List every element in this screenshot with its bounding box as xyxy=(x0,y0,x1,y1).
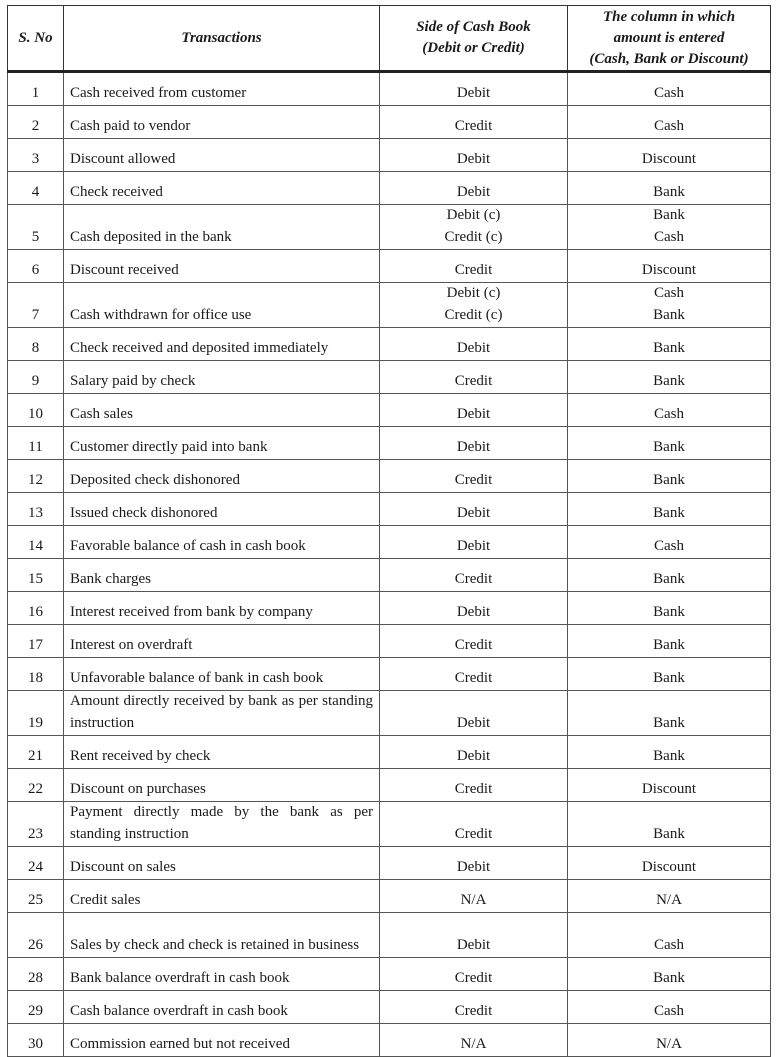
cell-transaction: Discount allowed xyxy=(64,139,380,172)
table-row xyxy=(8,769,771,802)
cell-transaction: Cash paid to vendor xyxy=(64,106,380,139)
header-column-line: (Cash, Bank or Discount) xyxy=(589,50,749,67)
column-value: Cash xyxy=(654,285,684,301)
cell-transaction: Interest on overdraft xyxy=(64,625,380,658)
cell-column xyxy=(568,736,771,769)
table-row xyxy=(8,427,771,460)
cell-sno: 2 xyxy=(8,106,64,139)
cell-transaction: Interest received from bank by company xyxy=(64,592,380,625)
column-value: Bank xyxy=(653,306,685,323)
side-value: N/A xyxy=(460,891,487,908)
table-row xyxy=(8,991,771,1024)
cell-sno: 7 xyxy=(8,283,64,328)
cell-transaction: Favorable balance of cash in cash book xyxy=(64,526,380,559)
side-value: Debit xyxy=(456,405,491,422)
cell-transaction: Discount on purchases xyxy=(64,769,380,802)
cell-column xyxy=(568,460,771,493)
cell-transaction: Payment directly made by the bank as per standing instruction xyxy=(64,802,380,847)
table-header xyxy=(8,6,771,72)
cell-transaction: Cash balance overdraft in cash book xyxy=(64,991,380,1024)
table-row xyxy=(8,847,771,880)
cell-side xyxy=(380,172,568,205)
table-row xyxy=(8,172,771,205)
cell-side xyxy=(380,958,568,991)
side-value: Debit xyxy=(456,438,491,455)
cell-side xyxy=(380,328,568,361)
side-value: Debit xyxy=(456,537,491,554)
column-value: Bank xyxy=(653,747,685,764)
cell-transaction: Issued check dishonored xyxy=(64,493,380,526)
cell-sno: 11 xyxy=(8,427,64,460)
side-value: Debit (c) xyxy=(446,285,501,301)
table-row xyxy=(8,736,771,769)
cell-side xyxy=(380,913,568,958)
cell-transaction: Rent received by check xyxy=(64,736,380,769)
cell-column xyxy=(568,139,771,172)
cell-sno: 12 xyxy=(8,460,64,493)
column-value: Bank xyxy=(653,207,685,223)
cell-sno: 9 xyxy=(8,361,64,394)
table-row xyxy=(8,691,771,736)
side-value: Credit xyxy=(454,570,493,587)
side-value: Debit xyxy=(456,747,491,764)
side-value: Debit xyxy=(456,936,491,953)
cell-column xyxy=(568,625,771,658)
column-value: Cash xyxy=(654,84,684,101)
cell-side xyxy=(380,991,568,1024)
cell-transaction: Cash sales xyxy=(64,394,380,427)
cell-column xyxy=(568,172,771,205)
side-value: Debit xyxy=(456,603,491,620)
column-value: N/A xyxy=(656,891,682,908)
cell-side xyxy=(380,493,568,526)
table-row xyxy=(8,394,771,427)
column-value: Discount xyxy=(641,150,697,167)
cell-transaction: Deposited check dishonored xyxy=(64,460,380,493)
cell-column xyxy=(568,250,771,283)
document-page xyxy=(7,5,770,1057)
cell-side xyxy=(380,394,568,427)
cell-side xyxy=(380,361,568,394)
column-value: Bank xyxy=(653,438,685,455)
side-value: Debit (c) xyxy=(446,207,501,223)
header-side-line: Side of Cash Book xyxy=(416,19,531,35)
side-value: Debit xyxy=(456,84,491,101)
cell-column xyxy=(568,283,771,328)
cell-sno: 24 xyxy=(8,847,64,880)
column-value: Bank xyxy=(653,714,685,731)
cell-side xyxy=(380,250,568,283)
cell-side xyxy=(380,427,568,460)
column-value: Bank xyxy=(653,504,685,521)
table-row xyxy=(8,460,771,493)
column-value: Bank xyxy=(653,969,685,986)
column-value: Cash xyxy=(654,537,684,554)
cell-transaction: Discount received xyxy=(64,250,380,283)
table-row xyxy=(8,526,771,559)
cell-sno: 6 xyxy=(8,250,64,283)
cell-sno: 25 xyxy=(8,880,64,913)
cell-column xyxy=(568,991,771,1024)
cell-sno: 30 xyxy=(8,1024,64,1057)
column-value: Bank xyxy=(653,339,685,356)
side-value: Credit xyxy=(454,372,493,389)
header-column-line: The column in which xyxy=(602,8,736,25)
cell-transaction: Cash withdrawn for office use xyxy=(64,283,380,328)
cell-side xyxy=(380,72,568,106)
cell-column xyxy=(568,526,771,559)
column-value: Bank xyxy=(653,603,685,620)
cell-transaction: Credit sales xyxy=(64,880,380,913)
cell-sno: 10 xyxy=(8,394,64,427)
cell-side xyxy=(380,847,568,880)
table-row xyxy=(8,283,771,328)
column-value: Discount xyxy=(641,261,697,278)
column-value: Cash xyxy=(654,405,684,422)
cell-side xyxy=(380,460,568,493)
table-row xyxy=(8,361,771,394)
cell-column xyxy=(568,72,771,106)
table-row xyxy=(8,493,771,526)
cell-side xyxy=(380,736,568,769)
side-value: Credit xyxy=(454,969,493,986)
cell-transaction: Discount on sales xyxy=(64,847,380,880)
table-row xyxy=(8,958,771,991)
column-value: Bank xyxy=(653,825,685,842)
cell-sno: 8 xyxy=(8,328,64,361)
cell-transaction: Salary paid by check xyxy=(64,361,380,394)
cell-transaction: Unfavorable balance of bank in cash book xyxy=(64,658,380,691)
column-value: Cash xyxy=(654,228,684,245)
cell-sno: 26 xyxy=(8,913,64,958)
cell-column xyxy=(568,958,771,991)
cell-sno: 3 xyxy=(8,139,64,172)
column-value: Cash xyxy=(654,117,684,134)
column-value: Cash xyxy=(654,1002,684,1019)
column-value: Bank xyxy=(653,570,685,587)
side-value: Debit xyxy=(456,504,491,521)
cell-transaction: Cash deposited in the bank xyxy=(64,205,380,250)
cell-column xyxy=(568,493,771,526)
cell-sno: 21 xyxy=(8,736,64,769)
table-row xyxy=(8,913,771,958)
table-row xyxy=(8,592,771,625)
column-value: Discount xyxy=(641,780,697,797)
cell-transaction: Bank balance overdraft in cash book xyxy=(64,958,380,991)
table-row xyxy=(8,72,771,106)
table-row xyxy=(8,559,771,592)
cell-sno: 29 xyxy=(8,991,64,1024)
cell-side xyxy=(380,205,568,250)
cell-column xyxy=(568,1024,771,1057)
cell-column xyxy=(568,328,771,361)
header-row xyxy=(8,6,771,72)
table-row xyxy=(8,205,771,250)
cell-sno: 15 xyxy=(8,559,64,592)
side-value: Credit xyxy=(454,117,493,134)
cell-side xyxy=(380,106,568,139)
cell-sno: 5 xyxy=(8,205,64,250)
cell-side xyxy=(380,283,568,328)
cell-side xyxy=(380,1024,568,1057)
cash-book-table xyxy=(7,5,771,1057)
cell-column xyxy=(568,205,771,250)
cell-transaction: Check received and deposited immediately xyxy=(64,328,380,361)
side-value: Credit (c) xyxy=(444,228,503,245)
header-column xyxy=(568,6,771,72)
cell-column xyxy=(568,802,771,847)
column-value: N/A xyxy=(656,1035,682,1052)
side-value: Credit xyxy=(454,825,493,842)
cell-column xyxy=(568,559,771,592)
cell-transaction: Bank charges xyxy=(64,559,380,592)
cell-transaction: Customer directly paid into bank xyxy=(64,427,380,460)
cell-column xyxy=(568,658,771,691)
side-value: Credit xyxy=(454,1002,493,1019)
side-value: Credit (c) xyxy=(444,306,503,323)
table-row xyxy=(8,880,771,913)
header-sno: S. No xyxy=(8,6,64,72)
cell-side xyxy=(380,625,568,658)
side-value: Debit xyxy=(456,714,491,731)
cell-side xyxy=(380,139,568,172)
cell-side xyxy=(380,691,568,736)
cell-sno: 16 xyxy=(8,592,64,625)
cell-side xyxy=(380,559,568,592)
side-value: Debit xyxy=(456,183,491,200)
cell-transaction: Check received xyxy=(64,172,380,205)
cell-column xyxy=(568,769,771,802)
cell-sno: 1 xyxy=(8,72,64,106)
column-value: Bank xyxy=(653,636,685,653)
cell-column xyxy=(568,592,771,625)
side-value: Debit xyxy=(456,150,491,167)
cell-sno: 18 xyxy=(8,658,64,691)
column-value: Bank xyxy=(653,669,685,686)
header-side-line: (Debit or Credit) xyxy=(422,40,525,56)
side-value: Credit xyxy=(454,261,493,278)
side-value: N/A xyxy=(460,1035,487,1052)
table-row xyxy=(8,802,771,847)
cell-sno: 17 xyxy=(8,625,64,658)
table-row xyxy=(8,139,771,172)
cell-sno: 28 xyxy=(8,958,64,991)
cell-sno: 14 xyxy=(8,526,64,559)
column-value: Bank xyxy=(653,372,685,389)
cell-sno: 22 xyxy=(8,769,64,802)
cell-transaction: Commission earned but not received xyxy=(64,1024,380,1057)
cell-sno: 4 xyxy=(8,172,64,205)
table-body xyxy=(8,72,771,1057)
cell-transaction: Amount directly received by bank as per standing instruction xyxy=(64,691,380,736)
cell-side xyxy=(380,769,568,802)
side-value: Debit xyxy=(456,858,491,875)
column-value: Bank xyxy=(653,183,685,200)
column-value: Cash xyxy=(654,936,684,953)
cell-column xyxy=(568,427,771,460)
side-value: Credit xyxy=(454,780,493,797)
cell-transaction: Sales by check and check is retained in business xyxy=(64,913,380,958)
cell-column xyxy=(568,106,771,139)
cell-sno: 19 xyxy=(8,691,64,736)
table-row xyxy=(8,625,771,658)
cell-column xyxy=(568,691,771,736)
column-value: Bank xyxy=(653,471,685,488)
cell-side xyxy=(380,802,568,847)
cell-sno: 23 xyxy=(8,802,64,847)
cell-column xyxy=(568,394,771,427)
cell-side xyxy=(380,592,568,625)
table-row xyxy=(8,250,771,283)
cell-column xyxy=(568,847,771,880)
header-side xyxy=(380,6,568,72)
side-value: Debit xyxy=(456,339,491,356)
header-column-line: amount is entered xyxy=(613,29,725,46)
table-row xyxy=(8,328,771,361)
side-value: Credit xyxy=(454,636,493,653)
cell-column xyxy=(568,361,771,394)
cell-side xyxy=(380,658,568,691)
cell-column xyxy=(568,913,771,958)
header-transactions: Transactions xyxy=(64,6,380,72)
table-row xyxy=(8,1024,771,1057)
table-row xyxy=(8,658,771,691)
cell-transaction: Cash received from customer xyxy=(64,72,380,106)
table-row xyxy=(8,106,771,139)
side-value: Credit xyxy=(454,471,493,488)
cell-sno: 13 xyxy=(8,493,64,526)
column-value: Discount xyxy=(641,858,697,875)
cell-side xyxy=(380,526,568,559)
cell-column xyxy=(568,880,771,913)
cell-side xyxy=(380,880,568,913)
side-value: Credit xyxy=(454,669,493,686)
